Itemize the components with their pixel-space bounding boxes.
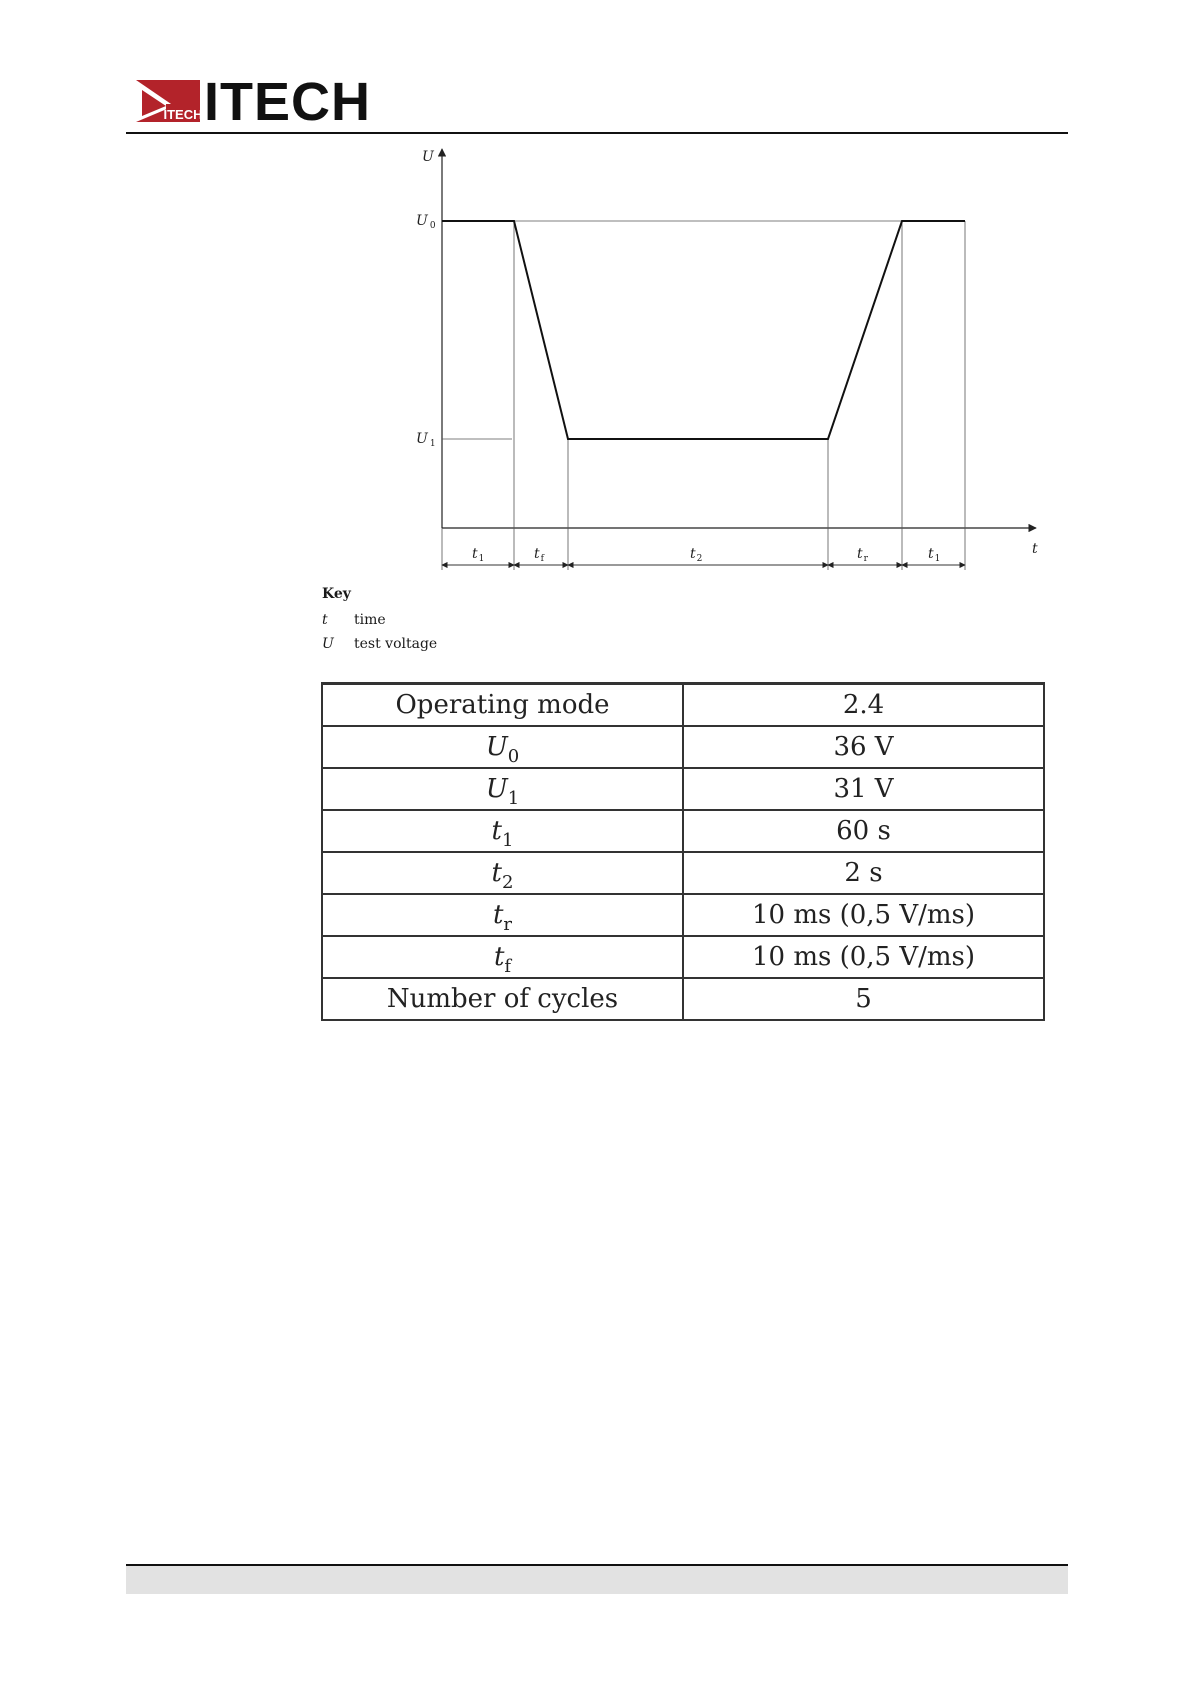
table-row bbox=[322, 894, 1044, 936]
parameter-value: 31 V bbox=[683, 768, 1044, 810]
key-row bbox=[322, 608, 437, 632]
voltage-waveform bbox=[442, 221, 965, 439]
parameter-value: 2.4 bbox=[683, 684, 1044, 727]
parameter-value: 60 s bbox=[683, 810, 1044, 852]
table-row bbox=[322, 684, 1044, 727]
segment-label-t1-end: $t_1$ bbox=[928, 546, 941, 564]
parameter-value: 5 bbox=[683, 978, 1044, 1020]
table-row bbox=[322, 726, 1044, 768]
segment-label-tr: $t_r$ bbox=[857, 546, 868, 564]
level-u0-label: U $_0$ bbox=[416, 213, 436, 231]
brand-name: ITECH bbox=[204, 72, 371, 132]
parameter-value: 10 ms (0,5 V/ms) bbox=[683, 936, 1044, 978]
logo-mark bbox=[136, 80, 200, 122]
voltage-waveform-diagram bbox=[400, 145, 1050, 585]
parameter-name: $t_f$ bbox=[322, 936, 683, 978]
parameter-value: 36 V bbox=[683, 726, 1044, 768]
segment-label-t1: $t_1$ bbox=[472, 546, 485, 564]
table-row bbox=[322, 852, 1044, 894]
key-description: time bbox=[354, 612, 386, 628]
segment-label-t2: $t_2$ bbox=[690, 546, 703, 564]
itech-logo bbox=[136, 72, 372, 132]
level-u1-label: U $_1$ bbox=[416, 431, 436, 449]
table-row bbox=[322, 768, 1044, 810]
key-symbol: t bbox=[322, 612, 328, 628]
parameter-name: Operating mode bbox=[322, 684, 683, 727]
diagram-key bbox=[322, 586, 437, 656]
header-rule bbox=[126, 132, 1068, 134]
parameter-name: $t_2$ bbox=[322, 852, 683, 894]
key-description: test voltage bbox=[354, 636, 438, 652]
segment-label-tf: $t_f$ bbox=[534, 546, 544, 564]
footer-band bbox=[126, 1566, 1068, 1594]
parameter-name: $U_1$ bbox=[322, 768, 683, 810]
axis-y-label: U bbox=[422, 149, 434, 165]
parameter-name: Number of cycles bbox=[322, 978, 683, 1020]
test-parameter-table bbox=[321, 682, 1045, 1021]
key-title: Key bbox=[322, 586, 351, 602]
table-row bbox=[322, 978, 1044, 1020]
table-row bbox=[322, 936, 1044, 978]
parameter-name: $t_r$ bbox=[322, 894, 683, 936]
table-row bbox=[322, 810, 1044, 852]
waveform-svg bbox=[400, 145, 1050, 585]
key-row bbox=[322, 632, 437, 656]
key-symbol: U bbox=[322, 636, 334, 652]
logo-badge-text: ITECH bbox=[163, 107, 200, 122]
parameter-name: $t_1$ bbox=[322, 810, 683, 852]
parameter-name: $U_0$ bbox=[322, 726, 683, 768]
axis-x-label: t bbox=[1032, 541, 1038, 557]
parameter-value: 10 ms (0,5 V/ms) bbox=[683, 894, 1044, 936]
parameter-value: 2 s bbox=[683, 852, 1044, 894]
